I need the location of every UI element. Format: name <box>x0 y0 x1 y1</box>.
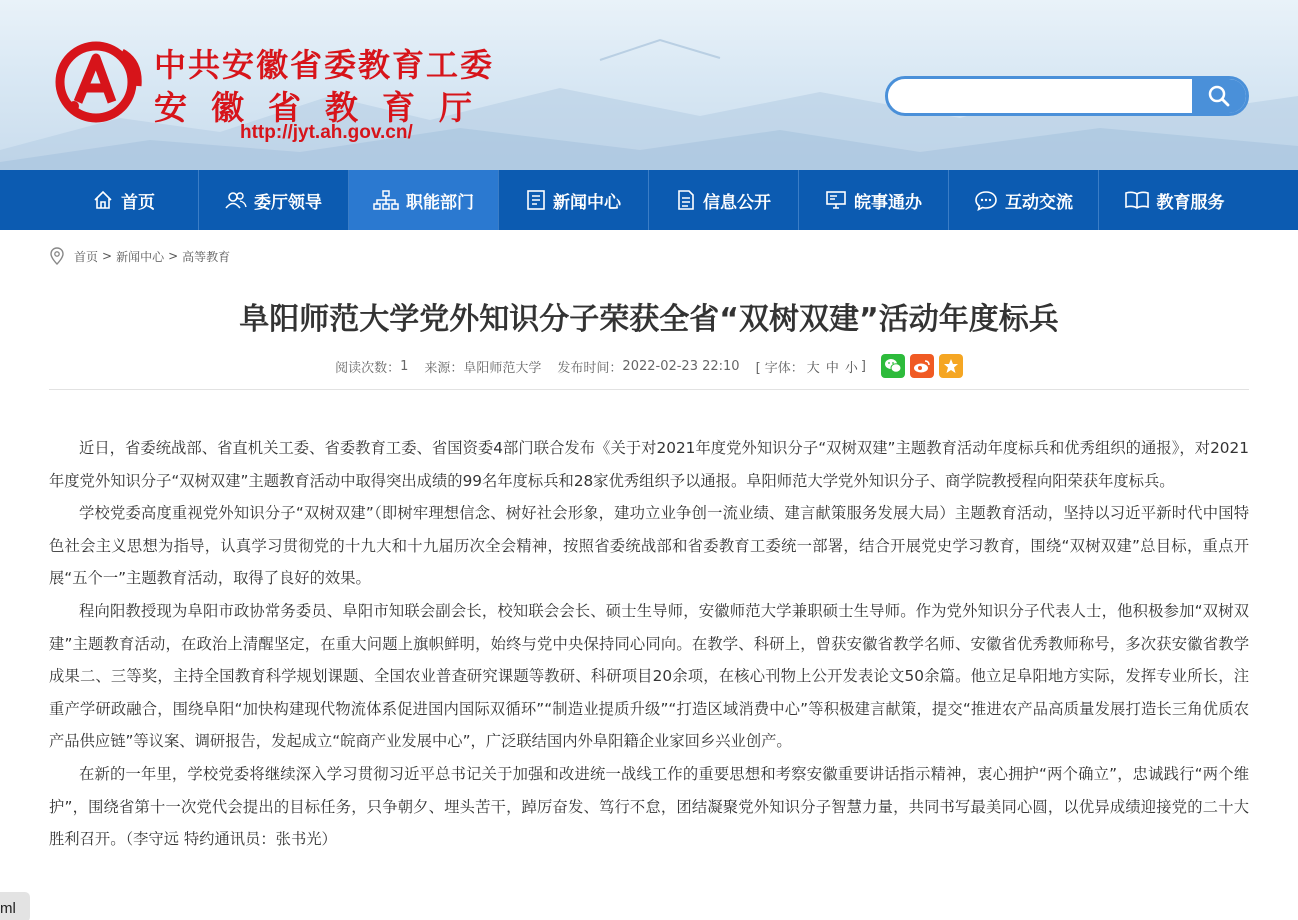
nav-item-label: 职能部门 <box>406 192 474 213</box>
nav-item-label: 首页 <box>121 192 155 213</box>
corner-tab[interactable]: ml <box>0 892 30 920</box>
header-banner <box>0 0 1298 170</box>
site-title-secondary: 安徽省教育厅 <box>154 88 496 127</box>
article-meta <box>49 354 1249 378</box>
article-body <box>49 432 1249 856</box>
search-input[interactable] <box>888 79 1194 113</box>
users-icon <box>225 189 247 211</box>
site-url[interactable]: http://jyt.ah.gov.cn/ <box>240 122 413 143</box>
nav-item-label: 教育服务 <box>1156 192 1225 213</box>
weibo-icon <box>913 358 931 374</box>
nav-item-news[interactable] <box>499 170 649 230</box>
org-chart-icon <box>373 189 399 211</box>
nav-item-label: 委厅领导 <box>254 192 322 213</box>
breadcrumb-link-home[interactable]: 首页 <box>74 249 99 264</box>
font-size-small-button[interactable]: 小 <box>844 360 858 376</box>
views-label: 阅读次数： <box>335 360 401 376</box>
computer-icon <box>825 189 847 211</box>
nav-item-label: 互动交流 <box>1005 192 1073 213</box>
nav-item-leaders[interactable] <box>199 170 349 230</box>
nav-item-label: 皖事通办 <box>854 192 922 213</box>
meta-divider <box>49 389 1249 390</box>
nav-item-online-services[interactable] <box>799 170 949 230</box>
article-title: 阜阳师范大学党外知识分子荣获全省“双树双建”活动年度标兵 <box>239 302 1059 337</box>
wechat-icon <box>884 358 902 374</box>
search-button[interactable] <box>1192 79 1246 113</box>
article-paragraph: 学校党委高度重视党外知识分子“双树双建”（即树牢理想信念、树好社会形象，建功立业争创一流业绩、建言献策服务发展大局）主题教育活动，坚持以习近平新时代中国特色社会主义思想为指导，认真学习贯彻党的十九大和十九届历次全会精神，按照省委统战部和省委教育工委统一部署，结合开展党史学习教育，围绕“双树双建”总目标，重点开展“五个一”主题教育活动，取得了良好的效果。 <box>49 504 1249 588</box>
share-weibo-button[interactable] <box>910 354 934 378</box>
font-size-medium-button[interactable]: 中 <box>825 360 839 376</box>
share-buttons <box>876 354 963 378</box>
article-paragraph: 在新的一年里，学校党委将继续深入学习贯彻习近平总书记关于加强和改进统一战线工作的重要思想和考察安徽重要讲话指示精神，衷心拥护“两个确立”，忠诚践行“两个维护”，围绕省第十一次党代会提出的目标任务，只争朝夕、埋头苦干，踔厉奋发、笃行不怠，团结凝聚党外知识分子智慧力量，共同书写最美同心圆，以优异成绩迎接党的二十大胜利召开。（李守远 特约通讯员：张书光） <box>49 764 1249 849</box>
date-value: 2022-02-23 22:10 <box>622 358 740 374</box>
breadcrumb-separator: > <box>168 249 179 263</box>
search-box <box>885 76 1249 116</box>
location-pin-icon <box>49 247 65 265</box>
breadcrumb <box>49 246 230 266</box>
chat-icon <box>974 189 998 211</box>
document-icon <box>676 189 696 211</box>
favorite-button[interactable] <box>939 354 963 378</box>
logo-icon[interactable] <box>52 36 144 126</box>
font-size-close: ] <box>860 358 866 374</box>
source-label: 来源： <box>424 360 464 376</box>
views-count: 1 <box>400 358 409 374</box>
font-size-open: [ 字体： <box>755 360 804 376</box>
article-paragraph: 程向阳教授现为阜阳市政协常务委员、阜阳市知联会副会长，校知联会会长、硕士生导师，安徽师范大学兼职硕士生导师。作为党外知识分子代表人士，他积极参加“双树双建”主题教育活动，在政治上清醒坚定，在重大问题上旗帜鲜明，始终与党中央保持同心同向。在教学、科研上，曾获安徽省教学名师、安徽省优秀教师称号，多次获安徽省教学成果二、三等奖，主持全国教育科学规划课题、全国农业普查研究课题等教研、科研项目20余项，在核心刊物上公开发表论文50余篇。他立足阜阳地方实际，发挥专业所长，注重产学研政融合，围绕阜阳“加快构建现代物流体系促进国内国际双循环”“制造业提质升级”“打造区域消费中心”等积极建言献策，提交“推进农产品高质量发展打造长三角优质农产品供应链”等议案、调研报告，发起成立“皖商产业发展中心”，广泛联结国内外阜阳籍企业家回乡兴业创产。 <box>49 601 1249 751</box>
book-icon <box>1124 189 1150 211</box>
main-nav <box>0 170 1298 230</box>
nav-item-label: 新闻中心 <box>553 192 621 213</box>
share-wechat-button[interactable] <box>881 354 905 378</box>
site-title-primary: 中共安徽省委教育工委 <box>154 46 495 84</box>
source-value: 阜阳师范大学 <box>463 360 542 376</box>
article-paragraph: 近日，省委统战部、省直机关工委、省委教育工委、省国资委4部门联合发布《关于对2021年度党外知识分子“双树双建”主题教育活动年度标兵和优秀组织的通报》，对2021年度党外知识分子“双树双建”主题教育活动中取得突出成绩的99名年度标兵和28家优秀组织予以通报。阜阳师范大学党外知识分子、商学院教授程向阳荣获年度标兵。 <box>49 439 1249 490</box>
breadcrumb-link-news[interactable]: 新闻中心 <box>116 249 165 264</box>
font-size-large-button[interactable]: 大 <box>806 360 820 376</box>
nav-item-interaction[interactable] <box>949 170 1099 230</box>
nav-item-info-disclosure[interactable] <box>649 170 799 230</box>
nav-item-home[interactable] <box>49 170 199 230</box>
breadcrumb-link-higher-education[interactable]: 高等教育 <box>182 249 231 264</box>
date-label: 发布时间： <box>557 360 623 376</box>
breadcrumb-separator: > <box>102 249 113 263</box>
nav-item-education-services[interactable] <box>1099 170 1249 230</box>
home-icon <box>92 189 114 211</box>
search-icon <box>1207 84 1231 108</box>
nav-item-label: 信息公开 <box>703 192 771 213</box>
nav-item-departments[interactable] <box>349 170 499 230</box>
favorite-icon <box>943 358 959 374</box>
news-icon <box>526 189 546 211</box>
